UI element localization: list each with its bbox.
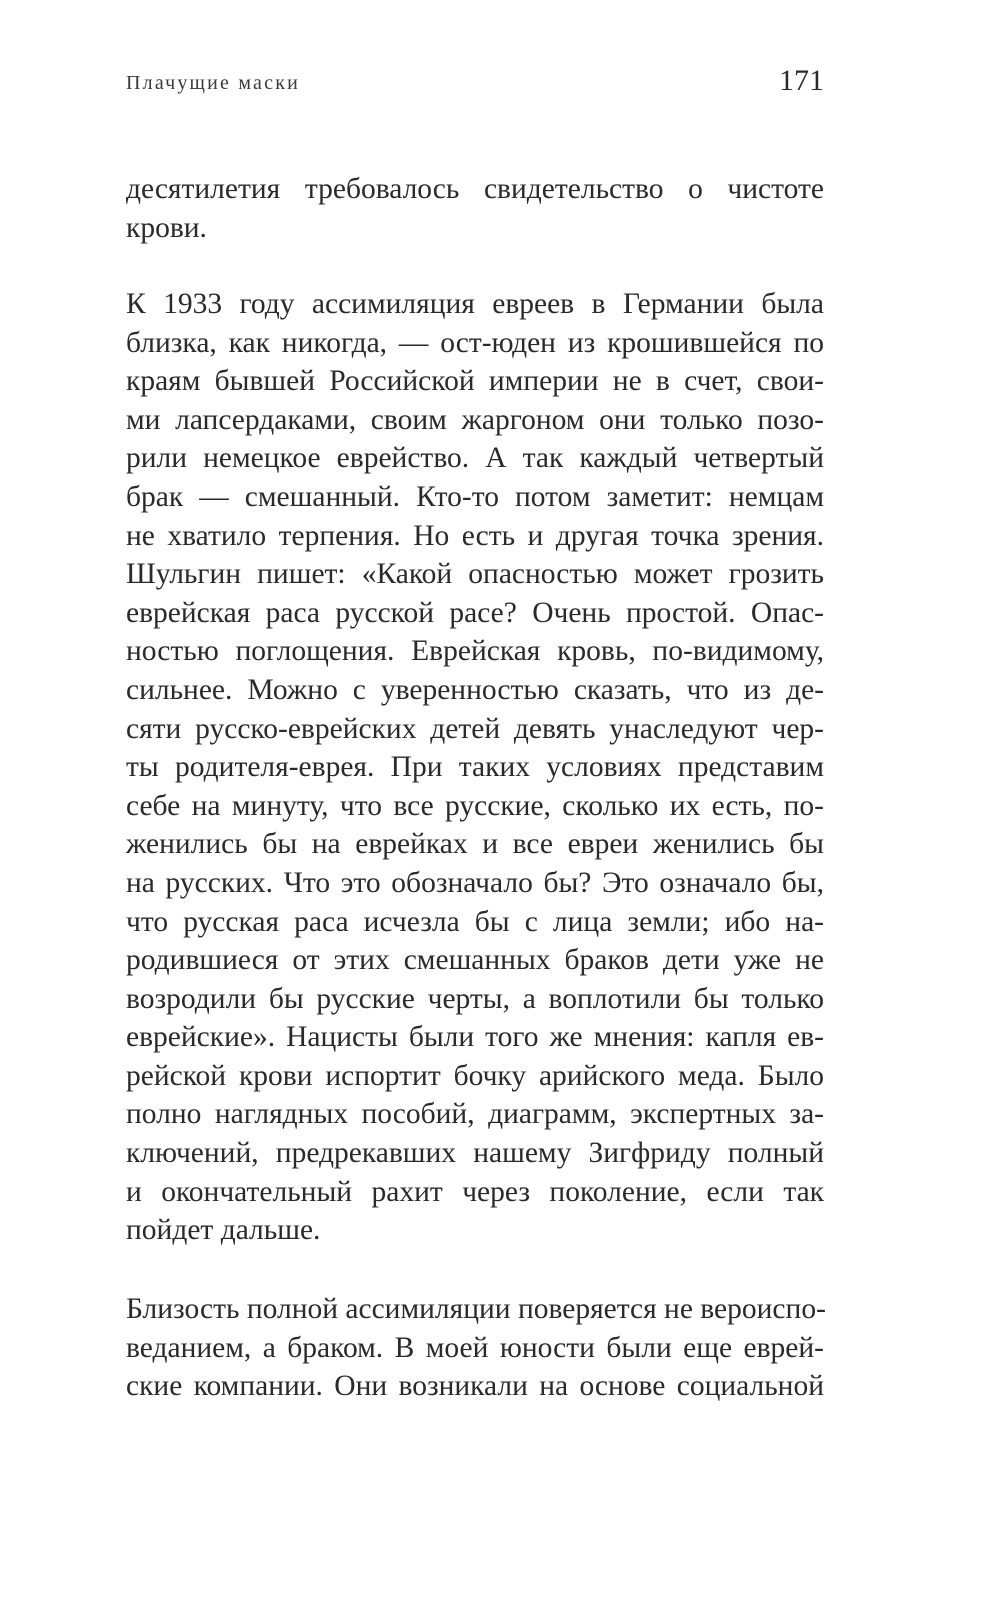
text-line: что русская раса исчезла бы с лица земли; ибо на- bbox=[126, 905, 824, 938]
text-line: близка, как никогда, — ост-юден из крошившейся по bbox=[126, 326, 824, 359]
text-line: женились бы на еврейках и все евреи женились бы bbox=[126, 828, 824, 861]
text-line: крови. bbox=[126, 211, 207, 244]
text-line: еврейские». Нацисты были того же мнения: капля ев- bbox=[126, 1021, 824, 1054]
text-line: и окончательный рахит через поколение, если так bbox=[126, 1175, 824, 1208]
text-line: Шульгин пишет: «Какой опасностью может грозить bbox=[126, 558, 824, 591]
text-line: ские компании. Они возникали на основе социальной bbox=[126, 1370, 824, 1403]
text-line: родившиеся от этих смешанных браков дети уже не bbox=[126, 944, 824, 977]
text-line: возродили бы русские черты, а воплотили бы только bbox=[126, 982, 824, 1015]
text-line: ми лапсердаками, своим жаргоном они только позо- bbox=[126, 403, 824, 436]
text-line: ключений, предрекавших нашему Зигфриду полный bbox=[126, 1137, 824, 1170]
paragraph bbox=[126, 170, 824, 247]
running-title: Плачущие маски bbox=[126, 72, 301, 94]
text-line: на русских. Что это обозначало бы? Это означало бы, bbox=[126, 866, 824, 899]
text-line: десятилетия требовалось свидетельство о чистоте bbox=[126, 173, 824, 205]
text-line: себе на минуту, что все русские, сколько их есть, по- bbox=[126, 789, 824, 822]
text-line: сяти русско-еврейских детей девять унаследуют чер- bbox=[126, 712, 824, 745]
paragraph bbox=[126, 285, 824, 1250]
text-line: еврейская раса русской расе? Очень простой. Опас- bbox=[126, 596, 824, 629]
paragraph bbox=[126, 1290, 824, 1406]
text-line: сильнее. Можно с уверенностью сказать, что из де- bbox=[126, 673, 824, 706]
text-line: Близость полной ассимиляции поверяется не вероиспо- bbox=[126, 1293, 826, 1325]
text-line: полно наглядных пособий, диаграмм, экспертных за- bbox=[126, 1098, 824, 1131]
text-line: брак — смешанный. Кто-то потом заметит: немцам bbox=[126, 480, 824, 513]
text-line: рейской крови испортит бочку арийского меда. Было bbox=[126, 1059, 824, 1092]
text-line: пойдет дальше. bbox=[126, 1214, 321, 1247]
text-line: не хватило терпения. Но есть и другая точка зрения. bbox=[126, 519, 824, 552]
page-number: 171 bbox=[779, 64, 824, 97]
text-line: К 1933 году ассимиляция евреев в Германии была bbox=[126, 288, 824, 320]
text-line: ты родителя-еврея. При таких условиях представим bbox=[126, 751, 824, 784]
text-line: веданием, а браком. В моей юности были еще еврей- bbox=[126, 1331, 824, 1364]
text-line: рили немецкое еврейство. А так каждый четвертый bbox=[126, 442, 824, 475]
text-line: ностью поглощения. Еврейская кровь, по-видимому, bbox=[126, 635, 824, 668]
text-line: краям бывшей Российской империи не в счет, свои- bbox=[126, 365, 824, 398]
